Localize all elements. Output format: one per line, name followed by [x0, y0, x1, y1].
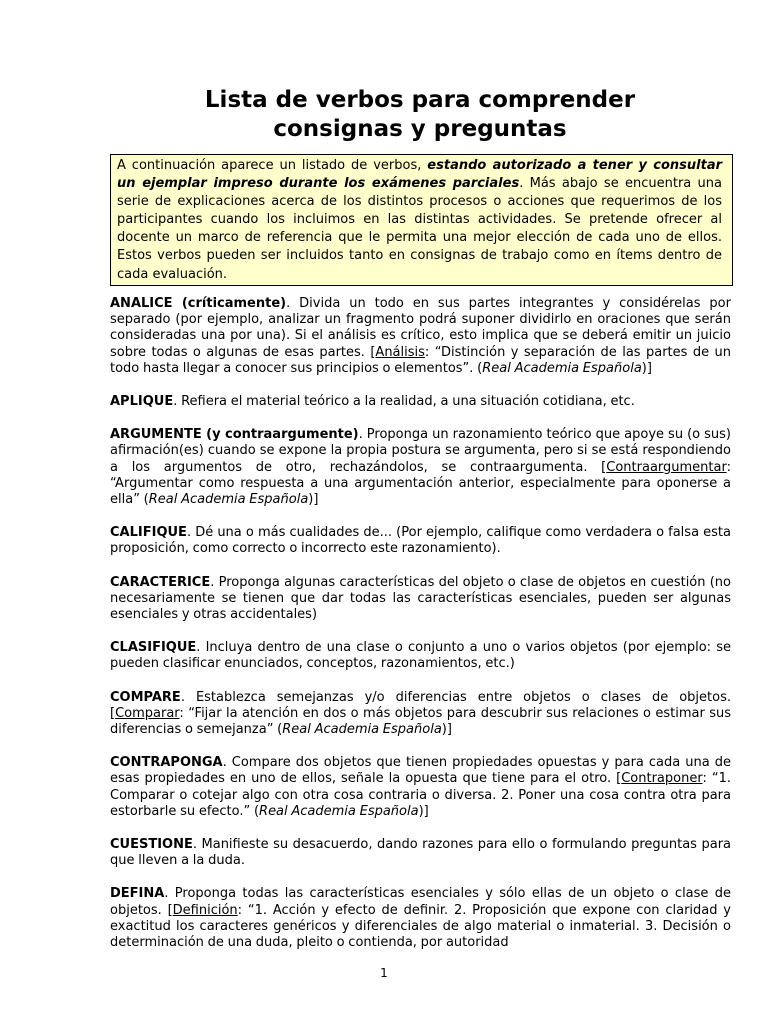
- page-number: 1: [380, 966, 388, 980]
- definition-source: Real Academia Española: [148, 492, 309, 508]
- verb-entry-caracterice: [110, 575, 731, 624]
- verb-entry-califique: [110, 525, 731, 557]
- verb-description: . Divida un todo en sus partes integrantes y considérelas por separado (por ejemplo, analizar un fragmento podrá suponer dividirlo en oraciones que serán consideradas una por una). Si el análisis es crítico, esto implica que se deberá emitir un juicio sobre todas o algunas de esas partes. [: [110, 296, 731, 360]
- verb-entry-compare: [110, 690, 731, 739]
- verb-description: . Incluya dentro de una clase o conjunto a uno o varios objetos (por ejemplo: se pueden clasificar enunciados, conceptos, razonamientos, etc.): [110, 640, 731, 672]
- definition-text: : “Fijar la atención en dos o más objetos para descubrir sus relaciones o estimar sus diferencias o semejanza” (: [110, 705, 731, 738]
- verb-term: CUESTIONE: [110, 837, 193, 853]
- verb-term: DEFINA: [110, 886, 165, 902]
- title-line-1: Lista de verbos para comprender: [204, 87, 636, 113]
- verb-description: . Dé una o más cualidades de... (Por ejemplo, califique como verdadera o falsa esta proposición, como correcto o incorrecto este razonamiento).: [110, 525, 731, 557]
- definition-term: Contraargumentar: [606, 459, 727, 475]
- document-title: [110, 86, 730, 144]
- definition-close: )]: [641, 360, 652, 376]
- title-line-2: consignas y preguntas: [273, 116, 567, 142]
- verb-term: ANALICE (críticamente): [110, 296, 287, 311]
- verb-entry-contraponga: [110, 755, 731, 820]
- definition-source: Real Academia Española: [282, 722, 442, 738]
- intro-text: A continuación aparece un listado de verbos,: [117, 158, 428, 173]
- definition-text: : “Distinción y separación de las partes de un todo hasta llegar a conocer sus principios o elementos”. (: [110, 344, 731, 376]
- verb-description: . Manifieste su desacuerdo, dando razones para ello o formulando preguntas para que lleven a la duda.: [110, 837, 731, 869]
- definition-term: Análisis: [375, 344, 425, 360]
- definition-text: : “1. Comparar o cotejar algo con otra cosa contraria o diversa. 2. Poner una cosa contra otra para estorbarle su efecto.” (: [110, 771, 731, 819]
- definition-source: Real Academia Española: [259, 803, 419, 819]
- intro-box: [110, 154, 733, 286]
- verb-term: CALIFIQUE: [110, 525, 187, 541]
- definition-close: )]: [308, 492, 319, 508]
- definition-term: Definición: [172, 902, 238, 918]
- definition-term: Contraponer: [621, 771, 703, 787]
- verb-term: APLIQUE: [110, 394, 174, 410]
- verb-entry-cuestione: [110, 837, 731, 869]
- verb-list: [110, 296, 731, 968]
- verb-entry-defina: [110, 886, 731, 951]
- verb-term: CONTRAPONGA: [110, 755, 223, 771]
- verb-term: ARGUMENTE (y contraargumente): [110, 427, 359, 443]
- verb-entry-analice: [110, 296, 731, 377]
- definition-term: Comparar: [115, 705, 180, 721]
- verb-entry-argumente: [110, 427, 731, 508]
- verb-description: . Establezca semejanzas y/o diferencias entre objetos o clases de objetos. [: [110, 689, 731, 721]
- definition-text: : “Argumentar como respuesta a una argumentación anterior, especialmente para oponerse a ella” (: [110, 459, 731, 508]
- definition-text: : “1. Acción y efecto de definir. 2. Proposición que expone con claridad y exactitud los caracteres genéricos y diferenciales de algo material o inmaterial. 3. Decisión o determinación de una duda, pleito o contienda, por autoridad: [110, 902, 732, 951]
- verb-entry-aplique: [110, 394, 731, 410]
- intro-bold-text: estando autorizado a tener y consultar un ejemplar impreso durante los exámenes parciales: [117, 158, 723, 192]
- verb-description: . Compare dos objetos que tienen propiedades opuestas y para cada una de esas propiedades en uno de ellos, señale la opuesta que tiene para el otro. [: [110, 755, 731, 787]
- verb-term: CARACTERICE: [110, 574, 211, 590]
- definition-close: )]: [441, 722, 452, 738]
- verb-description: . Refiera el material teórico a la realidad, a una situación cotidiana, etc.: [173, 394, 635, 410]
- definition-source: Real Academia Española: [482, 360, 642, 376]
- verb-term: CLASIFIQUE: [110, 640, 197, 656]
- verb-description: . Proponga un razonamiento teórico que apoye su (o sus) afirmación(es) cuando se expone la propia postura se argumenta, pero si se está respondiendo a los argumentos de otro, rechazándolos, se contraargumenta. [: [110, 427, 731, 475]
- verb-term: COMPARE: [110, 689, 181, 705]
- intro-text-continued: . Más abajo se encuentra una serie de explicaciones acerca de los distintos procesos o acciones que requerimos de los participantes cuando los incluimos en las distintas actividades. Se pretende ofrecer al docente un marco de referencia que le permita una mejor elección de cada uno de ellos. Estos verbos pueden ser incluidos tanto en consignas de trabajo como en ítems dentro de cada evaluación.: [117, 176, 722, 282]
- verb-description: . Proponga todas las características esenciales y sólo ellas de un objeto o clase de objetos. [: [110, 886, 731, 918]
- verb-entry-clasifique: [110, 640, 731, 672]
- verb-description: . Proponga algunas características del objeto o clase de objetos en cuestión (no necesariamente se tienen que dar todas las características esenciales, pueden ser algunas esenciales y otras accidentales): [110, 574, 731, 623]
- definition-close: )]: [418, 803, 429, 819]
